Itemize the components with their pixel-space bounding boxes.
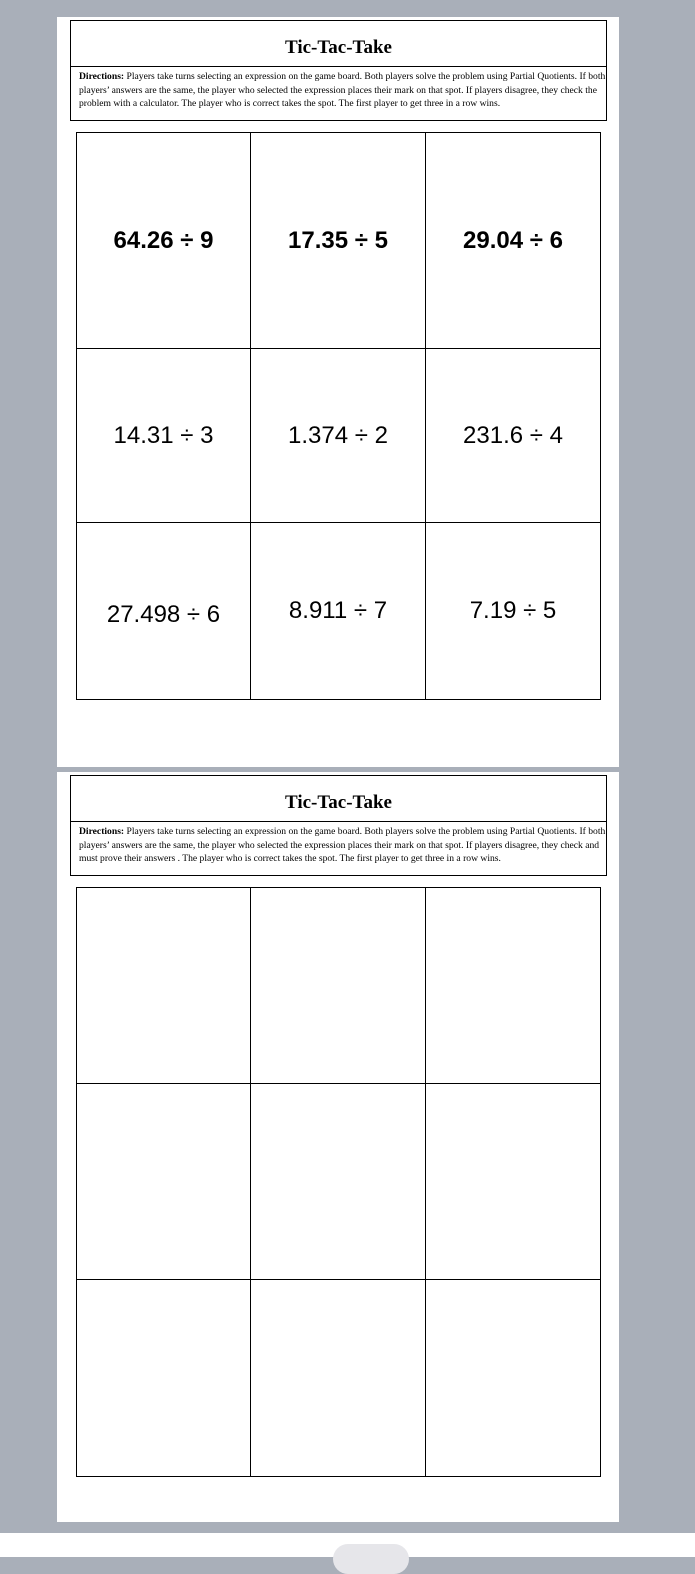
board-cell[interactable]: 14.31 ÷ 3	[77, 349, 251, 523]
directions	[79, 825, 617, 866]
directions-text: Players take turns selecting an expression on the game board. Both players solve the problem using Partial Quotients. If both players’ answers are the same, the player who selected the expression places their mark on that spot. If players disagree, they check and must prove their answers . The player who is correct takes the spot. The first player to get three in a row wins.	[79, 826, 606, 865]
board-cell[interactable]	[426, 1280, 600, 1476]
board-cell[interactable]: 1.374 ÷ 2	[251, 349, 426, 523]
worksheet-page-1	[57, 17, 619, 767]
directions-text: Players take turns selecting an expression on the game board. Both players solve the problem using Partial Quotients. If both players’ answers are the same, the player who selected the expression places their mark on that spot. If players disagree, they check the problem with a calculator. The player who is correct takes the spot. The first player to get three in a row wins.	[79, 71, 606, 110]
board-cell[interactable]	[77, 888, 251, 1084]
board-cell[interactable]	[77, 1084, 251, 1280]
game-board	[76, 132, 601, 700]
directions-label: Directions:	[79, 826, 125, 837]
board-cell[interactable]: 8.911 ÷ 7	[251, 523, 426, 699]
board-cell[interactable]	[251, 888, 426, 1084]
board-cell[interactable]	[426, 888, 600, 1084]
board-cell[interactable]: 27.498 ÷ 6	[77, 523, 251, 699]
home-indicator[interactable]	[333, 1544, 409, 1574]
worksheet-page-2	[57, 772, 619, 1522]
board-cell[interactable]: 29.04 ÷ 6	[426, 133, 600, 349]
title-box	[70, 775, 607, 821]
board-cell[interactable]	[251, 1280, 426, 1476]
board-cell[interactable]: 17.35 ÷ 5	[251, 133, 426, 349]
directions-box	[70, 66, 607, 121]
directions-label: Directions:	[79, 71, 125, 82]
directions	[79, 70, 617, 111]
board-cell[interactable]: 7.19 ÷ 5	[469, 597, 557, 624]
board-cell[interactable]: 64.26 ÷ 9	[77, 133, 251, 349]
board-cell[interactable]	[77, 1280, 251, 1476]
title-box	[70, 20, 607, 66]
page-title: Tic-Tac-Take	[285, 792, 392, 813]
board-cell[interactable]	[251, 1084, 426, 1280]
directions-box	[70, 821, 607, 876]
board-cell[interactable]	[426, 1084, 600, 1280]
blank-game-board	[76, 887, 601, 1477]
page-title: Tic-Tac-Take	[285, 37, 392, 58]
board-cell[interactable]: 231.6 ÷ 4	[426, 349, 600, 523]
